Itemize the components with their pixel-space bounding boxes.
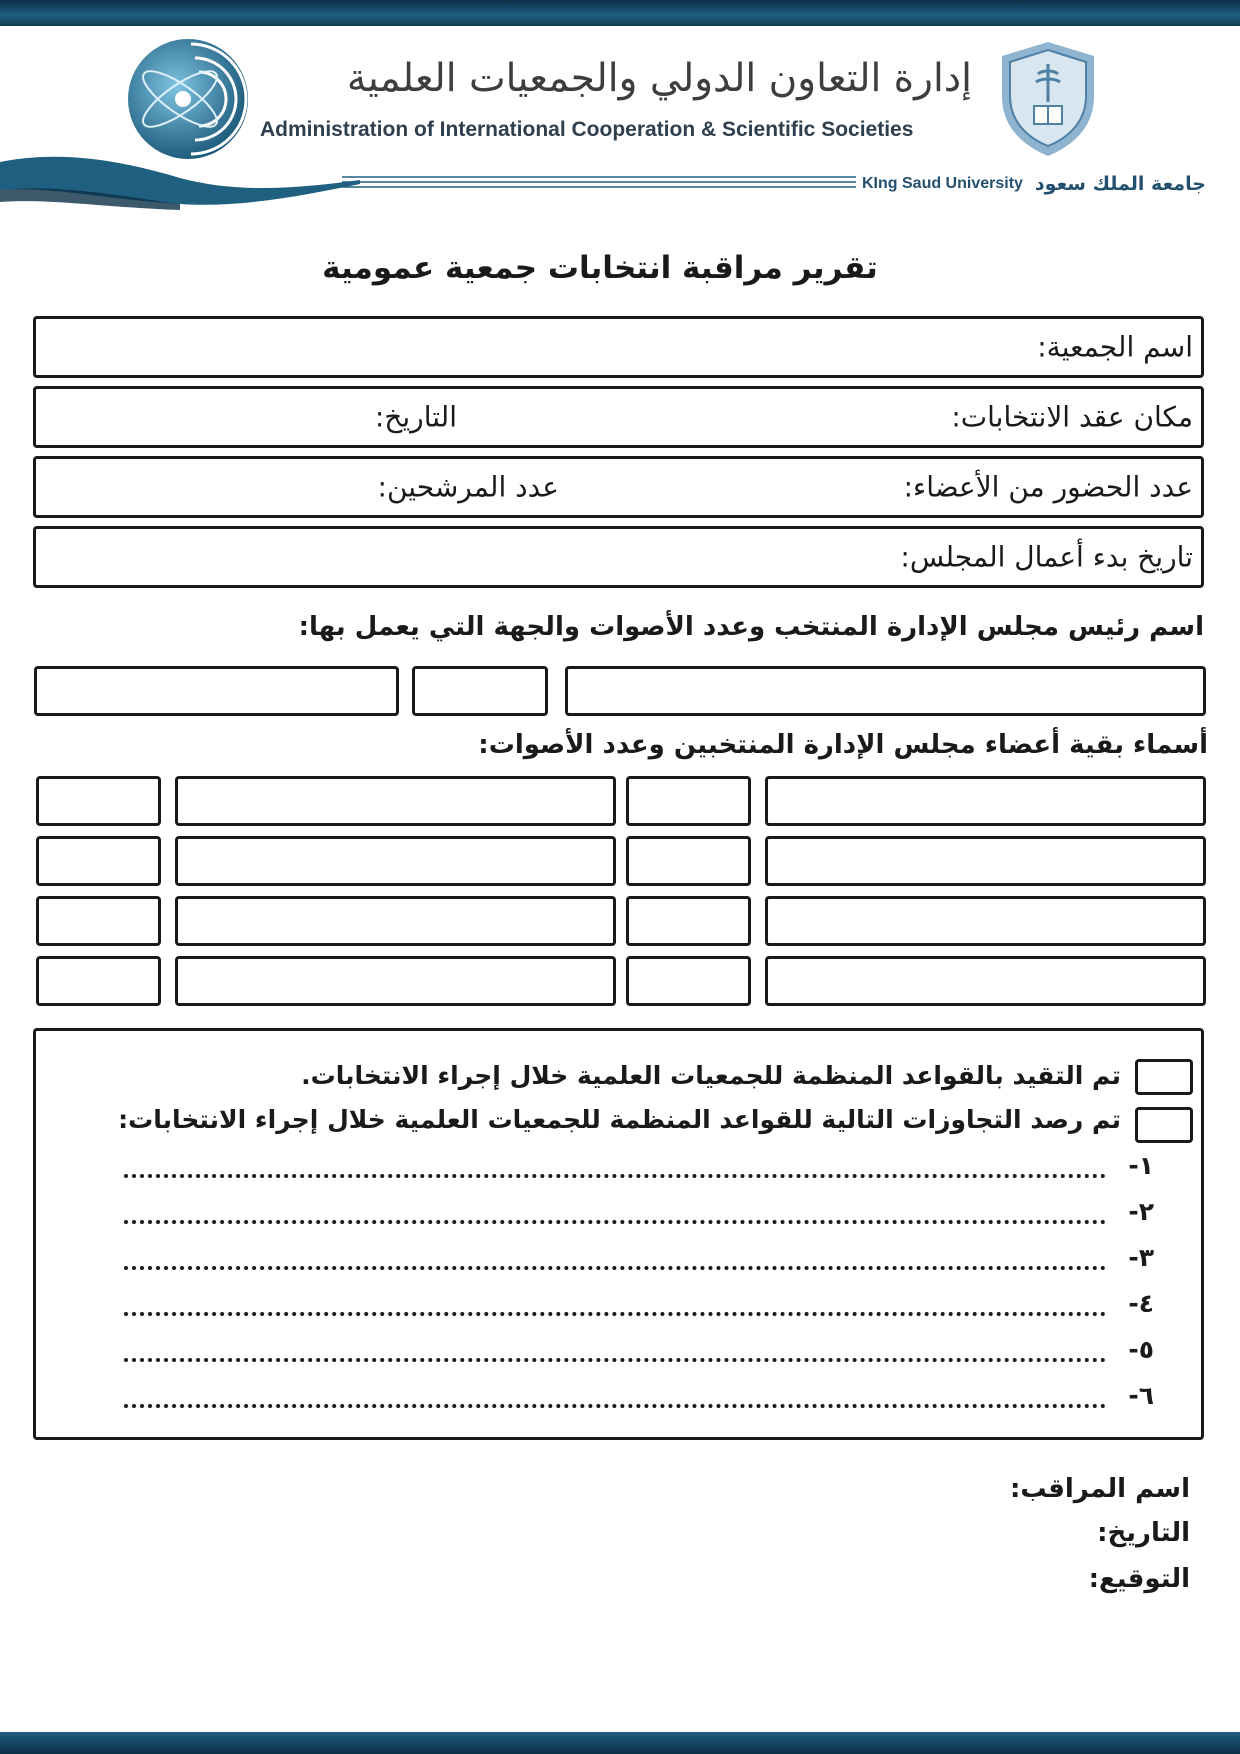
violation-line[interactable] bbox=[124, 1243, 1154, 1279]
election-place-date-field[interactable] bbox=[33, 386, 1204, 448]
chairman-affiliation-input[interactable] bbox=[34, 666, 399, 716]
member-votes-input[interactable] bbox=[626, 956, 751, 1006]
chairman-votes-input[interactable] bbox=[412, 666, 548, 716]
observations-box bbox=[33, 1028, 1204, 1440]
society-name-label: اسم الجمعية: bbox=[1037, 330, 1193, 364]
top-bar bbox=[0, 0, 1240, 26]
signature-label: التوقيع: bbox=[1088, 1564, 1190, 1594]
date-label: التاريخ: bbox=[374, 400, 457, 434]
observer-name-label: اسم المراقب: bbox=[1009, 1474, 1190, 1504]
signature-date-label: التاريخ: bbox=[1097, 1518, 1190, 1548]
dotted-line bbox=[124, 1312, 1106, 1316]
dotted-line bbox=[124, 1174, 1106, 1178]
council-start-date-field[interactable] bbox=[33, 526, 1204, 588]
violation-number: ١- bbox=[1128, 1151, 1154, 1180]
violation-number: ٣- bbox=[1128, 1243, 1154, 1272]
violation-number: ٦- bbox=[1128, 1381, 1154, 1410]
member-votes-input[interactable] bbox=[626, 836, 751, 886]
member-votes-input[interactable] bbox=[36, 776, 161, 826]
member-name-input[interactable] bbox=[765, 776, 1206, 826]
violation-number: ٢- bbox=[1128, 1197, 1154, 1226]
bottom-bar bbox=[0, 1732, 1240, 1754]
election-place-label: مكان عقد الانتخابات: bbox=[951, 400, 1193, 434]
ksu-seal bbox=[998, 40, 1098, 158]
member-name-input[interactable] bbox=[765, 956, 1206, 1006]
member-votes-input[interactable] bbox=[626, 776, 751, 826]
university-name bbox=[862, 171, 1234, 197]
dotted-line bbox=[124, 1220, 1106, 1224]
university-name-arabic: جامعة الملك سعود bbox=[1034, 173, 1206, 195]
candidates-label: عدد المرشحين: bbox=[377, 470, 559, 504]
council-start-label: تاريخ بدء أعمال المجلس: bbox=[900, 540, 1193, 574]
member-votes-input[interactable] bbox=[36, 896, 161, 946]
compliant-checkbox[interactable] bbox=[1135, 1059, 1193, 1095]
header-title-english: Administration of International Cooperation & Scientific Societies bbox=[260, 118, 914, 141]
university-name-english: KIng Saud University bbox=[862, 175, 1023, 192]
member-name-input[interactable] bbox=[765, 896, 1206, 946]
members-label: أسماء بقية أعضاء مجلس الإدارة المنتخبين وعدد الأصوات: bbox=[478, 730, 1208, 760]
member-votes-input[interactable] bbox=[626, 896, 751, 946]
member-name-input[interactable] bbox=[175, 836, 616, 886]
member-name-input[interactable] bbox=[765, 836, 1206, 886]
chairman-name-input[interactable] bbox=[565, 666, 1206, 716]
society-name-field[interactable] bbox=[33, 316, 1204, 378]
compliant-option-text: تم التقيد بالقواعد المنظمة للجمعيات العلمية خلال إجراء الانتخابات. bbox=[301, 1061, 1121, 1090]
dotted-line bbox=[124, 1266, 1106, 1270]
form-title: تقرير مراقبة انتخابات جمعية عمومية bbox=[322, 250, 878, 286]
violations-checkbox[interactable] bbox=[1135, 1107, 1193, 1143]
attendance-label: عدد الحضور من الأعضاء: bbox=[903, 470, 1193, 504]
violation-line[interactable] bbox=[124, 1151, 1154, 1187]
dotted-line bbox=[124, 1404, 1106, 1408]
violation-line[interactable] bbox=[124, 1381, 1154, 1417]
atom-logo bbox=[125, 36, 251, 162]
header-title-arabic: إدارة التعاون الدولي والجمعيات العلمية bbox=[346, 56, 972, 101]
attendance-candidates-field[interactable] bbox=[33, 456, 1204, 518]
violation-line[interactable] bbox=[124, 1197, 1154, 1233]
chairman-label: اسم رئيس مجلس الإدارة المنتخب وعدد الأصوات والجهة التي يعمل بها: bbox=[298, 612, 1204, 642]
violation-line[interactable] bbox=[124, 1335, 1154, 1371]
violations-option-text: تم رصد التجاوزات التالية للقواعد المنظمة للجمعيات العلمية خلال إجراء الانتخابات: bbox=[118, 1105, 1121, 1134]
header-rule-lines bbox=[342, 174, 856, 192]
member-name-input[interactable] bbox=[175, 956, 616, 1006]
member-name-input[interactable] bbox=[175, 896, 616, 946]
member-votes-input[interactable] bbox=[36, 956, 161, 1006]
dotted-line bbox=[124, 1358, 1106, 1362]
violation-line[interactable] bbox=[124, 1289, 1154, 1325]
member-name-input[interactable] bbox=[175, 776, 616, 826]
violation-number: ٤- bbox=[1128, 1289, 1154, 1318]
violation-number: ٥- bbox=[1128, 1335, 1154, 1364]
member-votes-input[interactable] bbox=[36, 836, 161, 886]
